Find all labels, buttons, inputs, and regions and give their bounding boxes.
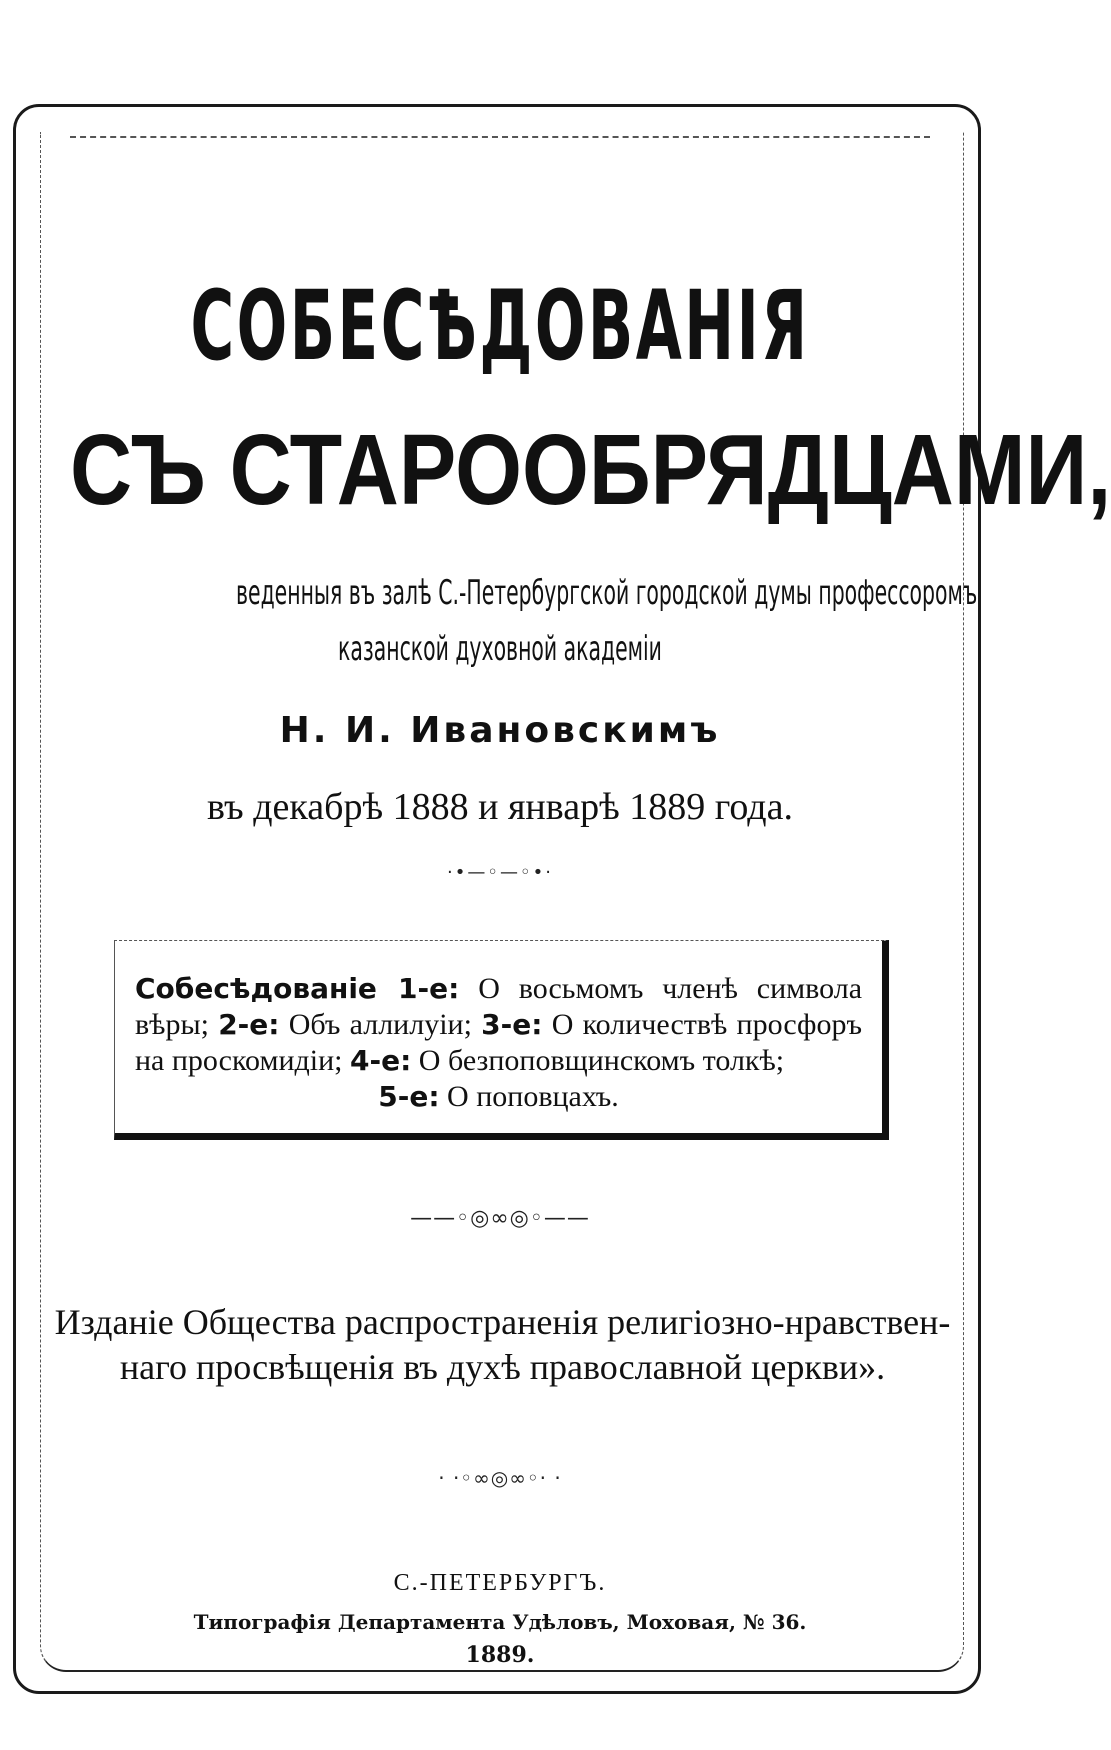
contents-box (114, 940, 889, 1140)
contents-text-1: О восьмомъ членѣ символа вѣры; (135, 972, 863, 1041)
contents-last-line (135, 1079, 862, 1115)
contents-text-3: О количествѣ просфоръ на проскомидіи; (135, 1008, 862, 1077)
subtitle-line-2: казанской духовной академіи (338, 629, 662, 669)
ornament-flourish-icon: ——◦◎∞◎◦—— (410, 1206, 590, 1231)
date-line: въ декабрѣ 1888 и январѣ 1889 года. (207, 786, 793, 828)
contents-label-4: 4-е: (350, 1044, 412, 1077)
contents-label-3: 3-е: (481, 1008, 543, 1041)
contents-text-5: О поповцахъ. (439, 1080, 619, 1113)
ornament-flourish-large-icon: · ·◦∞◎∞◦· · (438, 1466, 562, 1490)
subtitle-line-1: веденныя въ залѣ С.-Петербургской городской думы профессоромъ (236, 573, 978, 613)
top-rule (70, 136, 930, 138)
publisher-line-2: наго просвѣщенія въ духѣ православной церкви». (119, 1347, 886, 1387)
imprint-city: С.-ПЕТЕРБУРГЪ. (393, 1570, 607, 1596)
imprint-printer: Типографія Департамента Удѣловъ, Моховая, № 36. (193, 1610, 807, 1634)
title-main: СОБЕСѢДОВАНІЯ (190, 270, 810, 382)
publisher-line-1: Изданіе Общества распространенія религіозно-нравствен- (54, 1302, 951, 1342)
publisher-note (50, 1300, 955, 1390)
contents-label-2: 2-е: (218, 1008, 280, 1041)
imprint-year: 1889. (465, 1642, 535, 1668)
contents-text-2: Объ аллилуіи; (279, 1008, 482, 1041)
title-sub: СЪ СТАРООБРЯДЦАМИ, (70, 414, 1111, 526)
ornament-small-icon: ·•—◦—◦•· (447, 862, 553, 883)
contents-label-5: 5-е: (378, 1080, 440, 1113)
contents-label-1: Собесѣдованіе 1-е: (135, 972, 460, 1005)
author-name: Н. И. Ивановскимъ (279, 710, 721, 751)
contents-text (135, 971, 862, 1115)
contents-text-4: О безпоповщинскомъ толкѣ; (411, 1044, 785, 1077)
